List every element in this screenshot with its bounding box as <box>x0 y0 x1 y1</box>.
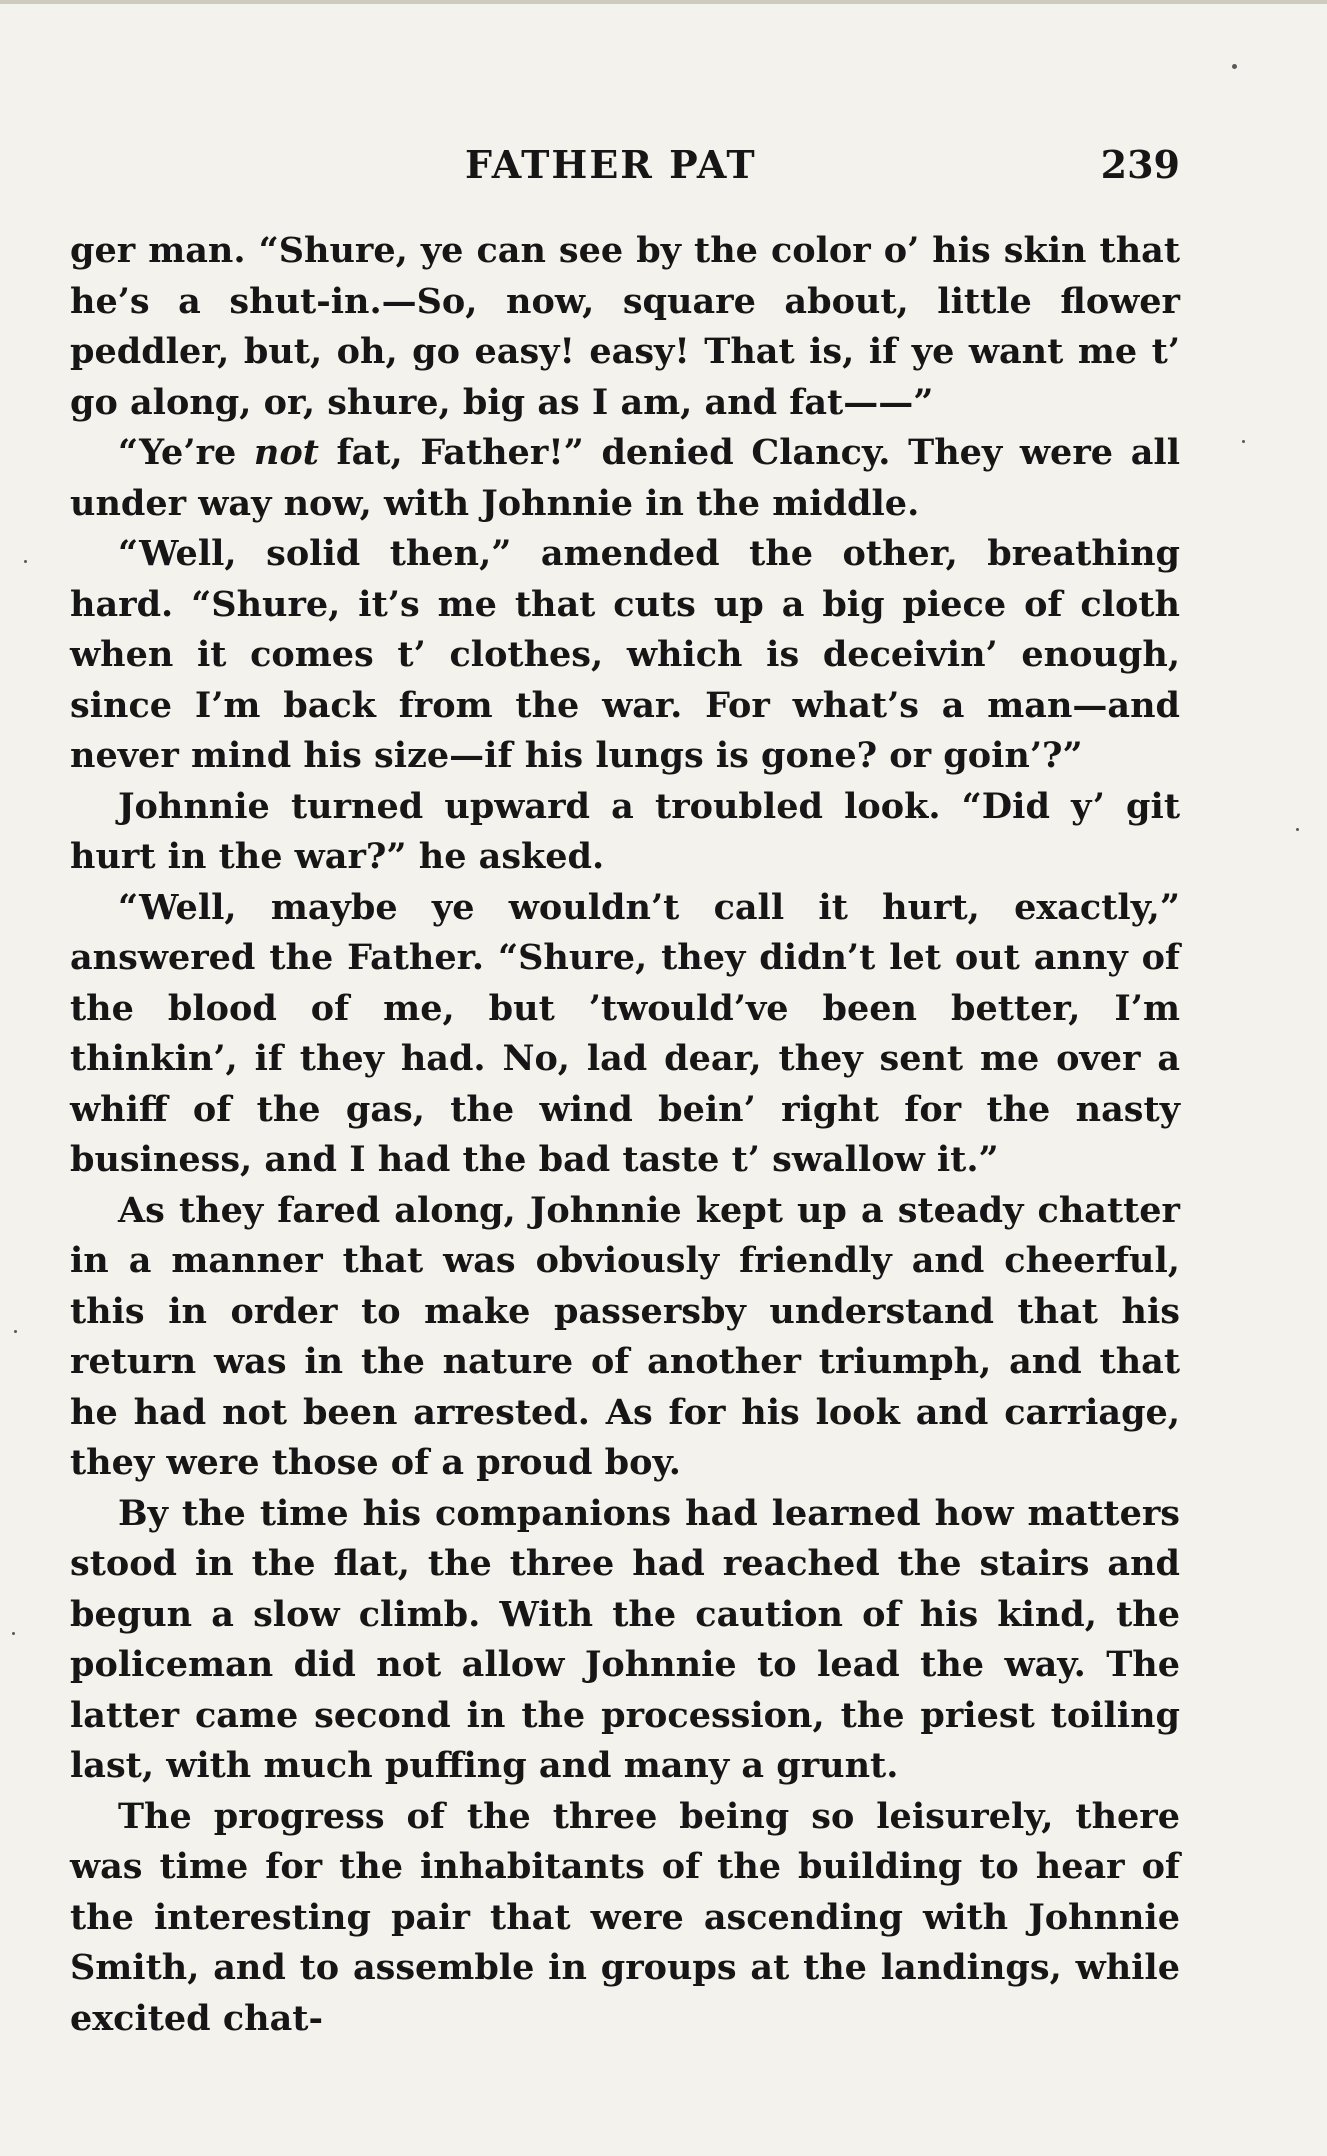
paragraph <box>70 883 1180 1186</box>
scan-speck <box>1232 64 1237 69</box>
scan-speck <box>24 560 27 563</box>
running-header <box>70 142 1180 192</box>
text-segment: Johnnie turned upward a troubled look. “Did y’ git hurt in the war?” he asked. <box>70 785 1180 877</box>
scan-speck <box>1242 440 1245 443</box>
body-text <box>70 226 1180 2044</box>
text-segment: “Well, maybe ye wouldn’t call it hurt, exactly,” answered the Father. “Shure, they didn’t let out anny of the blood of me, but ’twould’ve been better, I’m thinkin’, if they had. No, lad dear, they sent me over a whiff of the gas, the wind bein’ right for the nasty business, and I had the bad taste t’ swallow it.” <box>70 886 1180 1180</box>
page-top-edge <box>0 0 1327 4</box>
paragraph <box>70 782 1180 883</box>
paragraph <box>70 1489 1180 1792</box>
text-segment: “Well, solid then,” amended the other, breathing hard. “Shure, it’s me that cuts up a big piece of cloth when it comes t’ clothes, which is deceivin’ enough, since I’m back from the war. For what’s a man—and never mind his size—if his lungs is gone? or goin’?” <box>70 533 1180 776</box>
page-number: 239 <box>1100 142 1180 187</box>
italic-text-segment: not <box>253 432 319 473</box>
text-segment: The progress of the three being so leisurely, there was time for the inhabitants of the building to hear of the interesting pair that were ascending with Johnnie Smith, and to assemble in groups at the landings, while excited chat- <box>70 1795 1180 2039</box>
text-segment: “Ye’re <box>118 432 254 473</box>
paragraph <box>70 1186 1180 1489</box>
paragraph <box>70 1792 1180 2045</box>
paragraph <box>70 428 1180 529</box>
text-segment: ger man. “Shure, ye can see by the color o’ his skin that he’s a shut-in.—So, now, square about, little flower peddler, but, oh, go easy! easy! That is, if ye want me t’ go along, or, shure, big as I am, and fat——” <box>70 230 1180 423</box>
running-title: FATHER PAT <box>465 142 757 187</box>
paragraph <box>70 226 1180 428</box>
scan-speck <box>14 1330 17 1333</box>
scan-speck <box>12 1632 15 1635</box>
text-segment: fat, Father!” denied Clancy. They were all under way now, with Johnnie in the middle. <box>70 432 1180 524</box>
paragraph <box>70 529 1180 782</box>
scan-speck <box>1296 828 1299 831</box>
text-segment: As they fared along, Johnnie kept up a steady chatter in a manner that was obviously friendly and cheerful, this in order to make passersby understand that his return was in the nature of another triumph, and that he had not been arrested. As for his look and carriage, they were those of a proud boy. <box>70 1189 1180 1483</box>
text-segment: By the time his companions had learned how matters stood in the flat, the three had reached the stairs and begun a slow climb. With the caution of his kind, the policeman did not allow Johnnie to lead the way. The latter came second in the procession, the priest toiling last, with much puffing and many a grunt. <box>70 1492 1180 1786</box>
